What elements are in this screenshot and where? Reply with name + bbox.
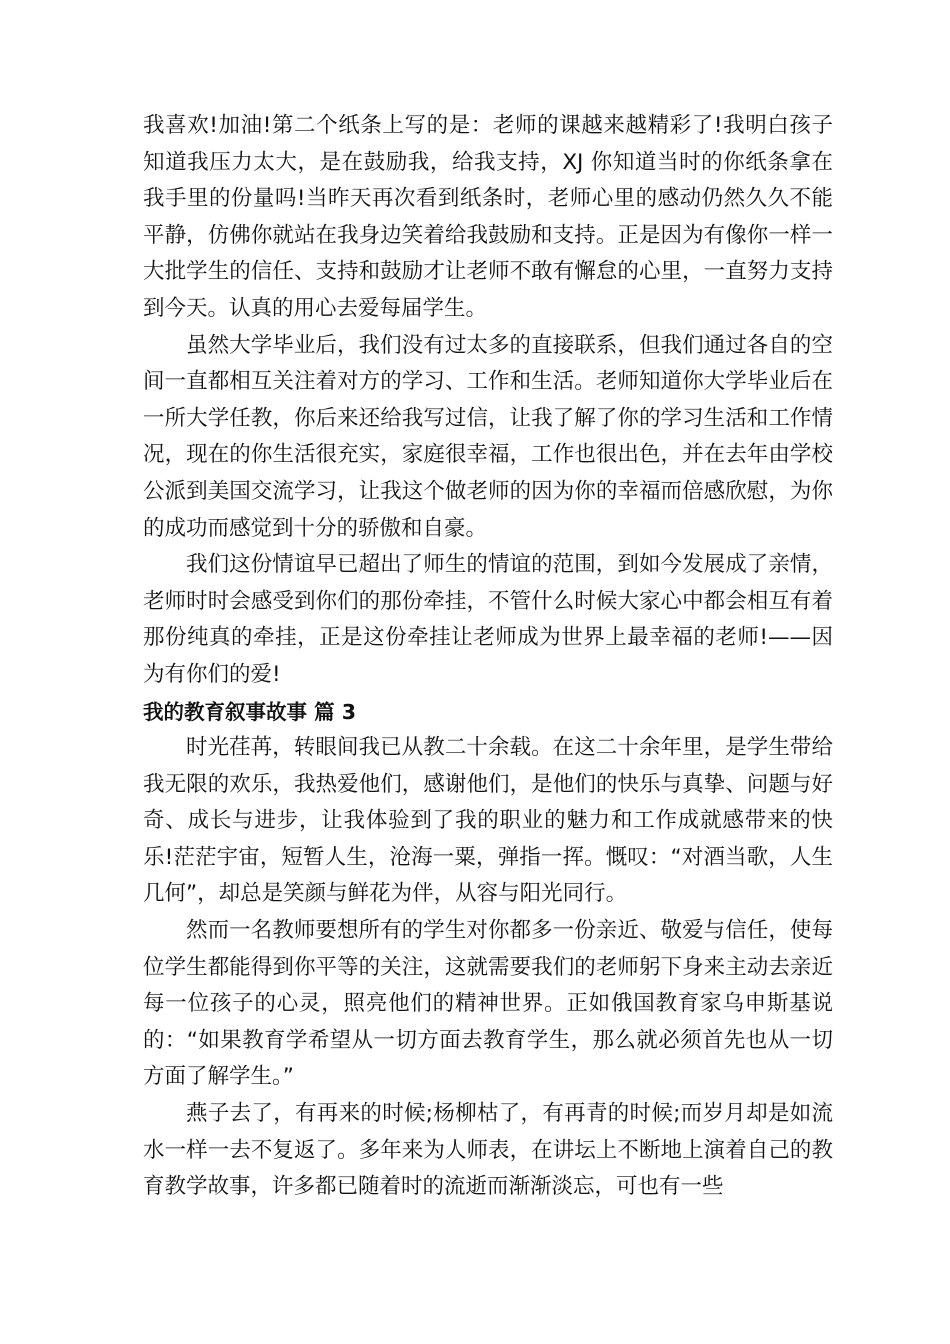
paragraph: 时光荏苒，转眼间我已从教二十余载。在这二十余年里，是学生带给我无限的欢乐，我热爱他们，感谢他们，是他们的快乐与真挚、问题与好奇、成长与进步，让我体验到了我的职业的魅力和工作成就感带来的快乐!茫茫宇宙，短暂人生，沧海一粟，弹指一挥。慨叹：“对酒当歌，人生几何”，却总是笑颜与鲜花为伴，从容与阳光同行。	[143, 735, 833, 907]
paragraph: 我们这份情谊早已超出了师生的情谊的范围，到如今发展成了亲情，老师时时会感受到你们的那份牵挂，不管什么时候大家心中都会相互有着那份纯真的牵挂，正是这份牵挂让老师成为世界上最幸福的老师!——因为有你们的爱!	[143, 552, 833, 687]
paragraph: 燕子去了，有再来的时候;杨柳枯了，有再青的时候;而岁月却是如流水一样一去不复返了。多年来为人师表，在讲坛上不断地上演着自己的教育教学故事，许多都已随着时的流逝而渐渐淡忘，可也有一些	[143, 1101, 833, 1200]
paragraph-continued: 我喜欢!加油!第二个纸条上写的是：老师的课越来越精彩了!我明白孩子知道我压力太大，是在鼓励我，给我支持，XJ 你知道当时的你纸条拿在我手里的份量吗!当昨天再次看到纸条时，老师心里的感动仍然久久不能平静，仿佛你就站在我身边笑着给我鼓励和支持。正是因为有像你一样一大批学生的信任、支持和鼓励才让老师不敢有懈怠的心里，一直努力支持到今天。认真的用心去爱每届学生。	[143, 113, 833, 321]
paragraph: 虽然大学毕业后，我们没有过太多的直接联系，但我们通过各自的空间一直都相互关注着对方的学习、工作和生活。老师知道你大学毕业后在一所大学任教，你后来还给我写过信，让我了解了你的学习生活和工作情况，现在的你生活很充实，家庭很幸福，工作也很出色，并在去年由学校公派到美国交流学习，让我这个做老师的因为你的幸福而倍感欣慰，为你的成功而感觉到十分的骄傲和自豪。	[143, 332, 833, 541]
document-body	[143, 108, 833, 1206]
paragraph: 然而一名教师要想所有的学生对你都多一份亲近、敬爱与信任，使每位学生都能得到你平等的关注，这就需要我们的老师躬下身来主动去亲近每一位孩子的心灵，照亮他们的精神世界。正如俄国教育家乌申斯基说的：“如果教育学希望从一切方面去教育学生，那么就必须首先也从一切方面了解学生。”	[143, 918, 833, 1090]
section-heading: 我的教育叙事故事 篇 3	[143, 699, 357, 724]
